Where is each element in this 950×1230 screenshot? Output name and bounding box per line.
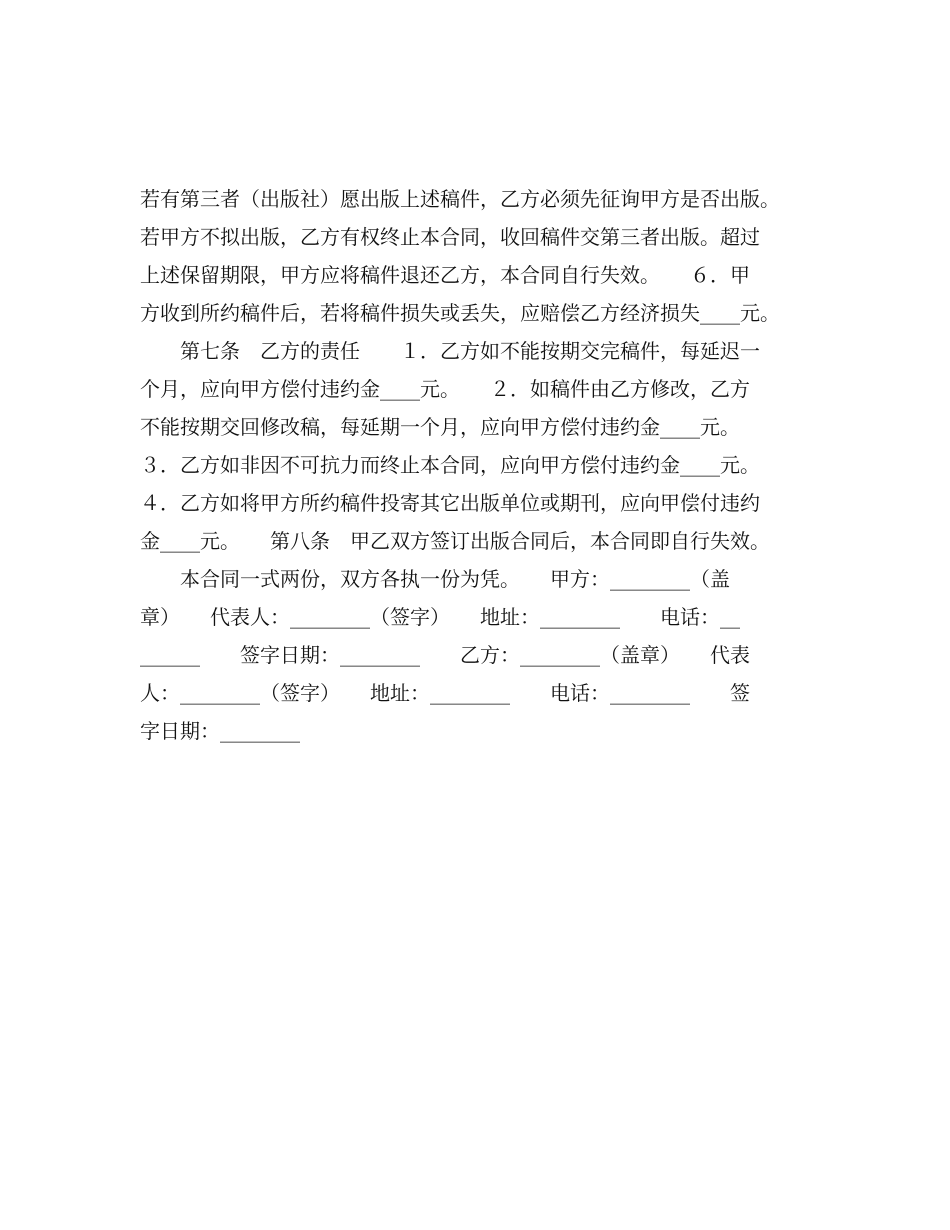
text-line-13: ______ 签字日期：________ 乙方：________（盖章） 代表 bbox=[140, 643, 750, 667]
text-line-2: 若甲方不拟出版，乙方有权终止本合同，收回稿件交第三者出版。超过 bbox=[140, 225, 760, 249]
text-line-4: 方收到所约稿件后，若将稿件损失或丢失，应赔偿乙方经济损失____元。 bbox=[140, 301, 780, 325]
text-line-14: 人：________（签字） 地址：________ 电话：________ 签 bbox=[140, 681, 750, 705]
text-line-9: ４．乙方如将甲方所约稿件投寄其它出版单位或期刊，应向甲偿付违约 bbox=[140, 491, 760, 515]
text-line-12: 章） 代表人：________（签字） 地址：________ 电话：__ bbox=[140, 605, 740, 629]
text-line-15: 字日期：________ bbox=[140, 719, 300, 743]
text-line-7: 不能按期交回修改稿，每延期一个月，应向甲方偿付违约金____元。 bbox=[140, 415, 740, 439]
text-line-3: 上述保留期限，甲方应将稿件退还乙方，本合同自行失效。 ６．甲 bbox=[140, 263, 750, 287]
text-line-6: 个月，应向甲方偿付违约金____元。 ２．如稿件由乙方修改，乙方 bbox=[140, 377, 750, 401]
text-line-8: ３．乙方如非因不可抗力而终止本合同，应向甲方偿付违约金____元。 bbox=[140, 453, 760, 477]
text-line-1: 若有第三者（出版社）愿出版上述稿件，乙方必须先征询甲方是否出版。 bbox=[140, 187, 780, 211]
text-line-5: 第七条 乙方的责任 １．乙方如不能按期交完稿件，每延迟一 bbox=[140, 339, 760, 363]
text-line-10: 金____元。 第八条 甲乙双方签订出版合同后，本合同即自行失效。 bbox=[140, 529, 770, 553]
text-line-11: 本合同一式两份，双方各执一份为凭。 甲方：________（盖 bbox=[140, 567, 730, 591]
